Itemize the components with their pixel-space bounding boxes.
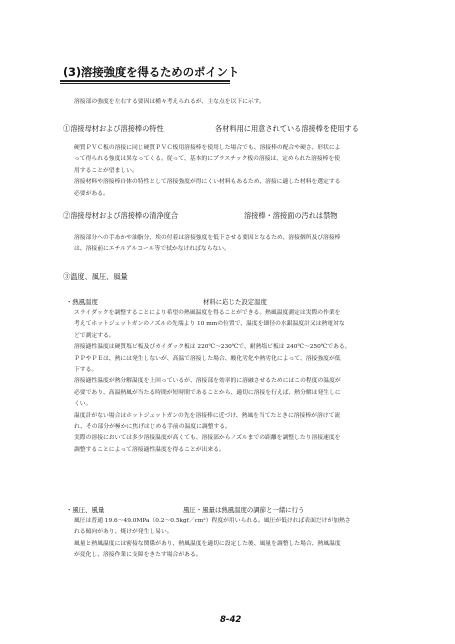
sub2-line: 風圧は普通 19.6～49.0MPa（0.2～0.5kgf／cm²）程度が用いられる。風圧が低ければ表面だけが加熱さ — [74, 518, 351, 524]
sub1-line: くい。 — [74, 401, 92, 408]
sub2-line: 風量と熱風温度には密接な関係があり、熱風温度を適切に設定した後、風量を調整した場合、熱風温度 — [74, 540, 341, 547]
section2-heading-right: 溶接棒・溶接面の汚れは禁物 — [244, 211, 338, 220]
sub1-line: ＰＰやＰＥは、熱には発生しないが、高温で溶接した場合、酸化劣化や熱劣化によって、溶接強度が低 — [74, 355, 341, 362]
sub2-line: が変化し、溶接作業に支障をきたす場合がある。 — [74, 552, 202, 559]
sub1-line: 実際の溶接においては多少溶接温度が高くても、溶接部からノズルまでの距離を調整したり溶接速度を — [74, 435, 341, 442]
sub1-line: どで測定する。 — [74, 332, 115, 339]
section1-heading-right: 各材料用に用意されている溶接棒を使用する — [215, 124, 359, 133]
section2-body — [74, 233, 394, 256]
sub1-line: 必要であり、高温熱風が当たる時間が短時間であることから、適切に溶接を行えば、熱分解は発生しに — [74, 389, 341, 396]
sub1-line: 温度計がない場合はホットジェットガンの先を溶接棒に近づけ、熱風を当てたときに溶接棒が溶けて流 — [74, 412, 341, 419]
sub2-heading-right: 風圧・風量は熱風温度の調節と一緒に行う — [183, 506, 305, 514]
section1-line: 硬質ＰＶＣ板の溶接に同じ硬質ＰＶＣ板用溶接棒を使用した場合でも、溶接棒の配合や硬さ、形状によ — [74, 145, 341, 151]
sub1-line: 溶接適性温度が熱分解温度を上回っているが、溶接部を効率的に溶融させるためにはこの程度の温度が — [74, 378, 341, 385]
section1-line: って得られる強度は異なってくる。従って、基本的にプラスチック板の溶接は、定められた溶接棒を使 — [74, 156, 341, 163]
title-underline — [60, 80, 230, 82]
section1-heading: ①溶接母材および溶接棒の特性 — [63, 124, 164, 133]
sub1-line: れ、その部分が極かに焦げはじめる手前の温度に調整する。 — [74, 424, 231, 431]
sub1-body — [74, 308, 394, 456]
sub2-line: れる傾向があり、焼けが発生し易い。 — [74, 529, 173, 536]
page-title: (3)溶接強度を得るためのポイント — [63, 65, 240, 79]
section2-line: 溶接部分への手あかや油脂分、埃の付着は溶接強度を低下させる要因となるため、溶接個所及び溶接棒 — [74, 235, 341, 241]
intro-text: 溶接部の強度を左右する要因は種々考えられるが、主な点を以下に示す。 — [74, 99, 265, 105]
title-underline-thin — [60, 83, 230, 84]
section1-body — [74, 143, 394, 200]
page-number: 8-42 — [220, 615, 242, 625]
section2-heading: ②溶接母材および溶接棒の清浄度合 — [63, 211, 179, 220]
sub1-line: 溶接適性温度は硬質塩ビ板及びカイダック板は 220℃～230℃で、耐熱塩ビ板は 240℃～250℃である。 — [74, 344, 351, 351]
sub2-heading: ・風圧、風量 — [66, 506, 105, 514]
sub1-line: スライダックを調整することにより希望の熱風温度を得ることができる。熱風温度測定は実際の作業を — [74, 310, 341, 316]
section1-line: 用することが望ましい。 — [74, 167, 138, 174]
section3-heading: ③温度、風圧、風量 — [63, 272, 128, 281]
section2-line: は、溶接前にエチルアルコール等で拭かなければならない。 — [74, 246, 230, 253]
sub1-line: 調整することによって溶接適性温度を得ることが出来る。 — [74, 446, 225, 453]
sub1-line: 考えてホットジェットガンのノズルの先端より 10 mmの位置で、温度を細径の水銀温度計又は熱電対な — [74, 321, 345, 328]
section1-line: 必要がある。 — [74, 190, 109, 197]
sub2-body — [74, 516, 394, 562]
sub1-heading-right: 材料に応じた設定温度 — [203, 298, 267, 306]
sub1-line: 下する。 — [74, 367, 98, 374]
section1-line: 溶接材料や溶接棒自体の特性として溶接強度が得にくい材料もあるため、溶接に適した材料を選定する — [74, 179, 341, 186]
sub1-heading: ・熱風温度 — [66, 298, 98, 306]
